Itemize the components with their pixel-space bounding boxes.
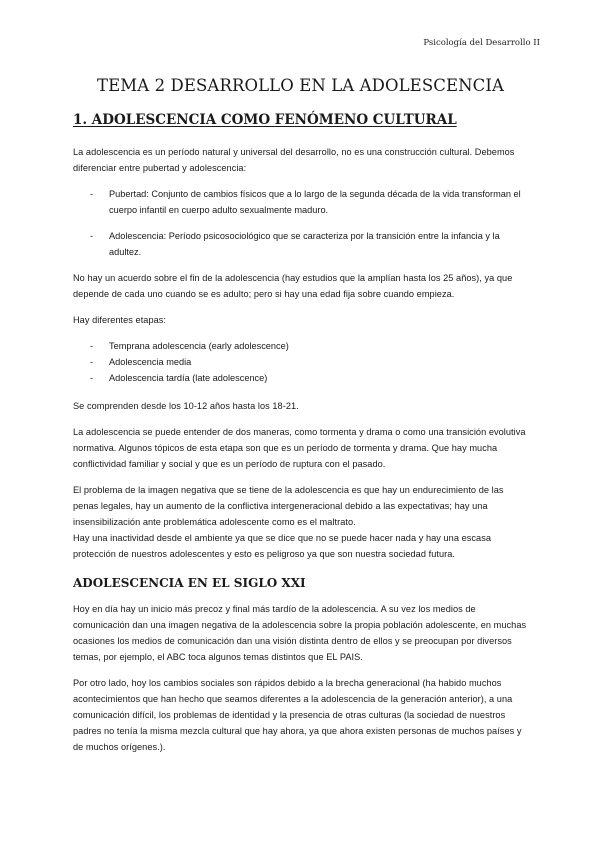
paragraph-edades: Se comprenden desde los 10-12 años hasta los 18-21. (73, 401, 299, 411)
list-item: - Pubertad: Conjunto de cambios físicos que a lo largo de la segunda década de la vida transforman el cuerpo infantil en cuerpo adulto sexualmente maduro. (73, 186, 528, 218)
intro-paragraph: La adolescencia es un período natural y universal del desarrollo, no es una construcción cultural. Debemos diferenciar entre pubertad y adolescencia: (73, 147, 515, 173)
paragraph-hoy: Hoy en día hay un inicio más precoz y final más tardío de la adolescencia. A su vez los medios de comunicación dan una imagen negativa de la adolescencia sobre la propia población adolescente, en muchas ocasiones los medios de comunicación dan una visión distinta dentro de ellos y se preocupan por diversos temas, por ejemplo, el ABC toca algunos temas distintos que EL PAIS. (73, 604, 527, 662)
section1-heading: 1. ADOLESCENCIA COMO FENÓMENO CULTURAL (73, 112, 457, 128)
paragraph-tormenta: La adolescencia se puede entender de dos maneras, como tormenta y drama o como una transición evolutiva normativa. Algunos tópicos de esta etapa son que es un período de tormenta y drama. Que hay mucha conflictividad familiar y social y que es un período de ruptura con el pasado. (73, 427, 526, 469)
section2-heading: ADOLESCENCIA EN EL SIGLO XXI (73, 576, 306, 590)
list-item: - Temprana adolescencia (early adolescence) (73, 338, 528, 354)
stages-list (73, 338, 528, 386)
list-item: - Adolescencia tardía (late adolescence) (73, 370, 528, 386)
paragraph-otro-lado: Por otro lado, hoy los cambios sociales son rápidos debido a la brecha generacional (ha habido muchos acontecimientos que han hecho que seamos diferentes a la adolescencia de la generación anterior), a una comunicación difícil, los problemas de identidad y la presencia de otras culturas (la sociedad de nuestros padres no tenía la misma mezcla cultural que hay ahora, ya que ahora existen personas de muchos países y de muchos orígenes.). (73, 678, 522, 752)
document-content (73, 76, 528, 765)
definitions-list (73, 186, 528, 260)
header-course: Psicología del Desarrollo II (423, 38, 540, 48)
page-title: TEMA 2 DESARROLLO EN LA ADOLESCENCIA (97, 76, 504, 95)
list-item: - Adolescencia media (73, 354, 528, 370)
paragraph-etapas: Hay diferentes etapas: (73, 315, 167, 325)
list-item: - Adolescencia: Período psicosociológico que se caracteriza por la transición entre la infancia y la adultez. (73, 228, 528, 260)
paragraph-imagen: El problema de la imagen negativa que se tiene de la adolescencia es que hay un endurecimiento de las penas legales, hay un aumento de la conflictiva intergeneracional debido a las expectativas; hay una insensibilización ante problemática adolescente como es el maltrato. (73, 485, 504, 527)
paragraph-no-acuerdo: No hay un acuerdo sobre el fin de la adolescencia (hay estudios que la amplían hasta los 25 años), ya que depende de cada uno cuando se es adulto; pero si hay una edad fija sobre cuando empieza. (73, 273, 513, 299)
paragraph-inactividad: Hay una inactividad desde el ambiente ya que se dice que no se puede hacer nada y hay una escasa protección de nuestros adolescentes y esto es peligroso ya que son nuestra sociedad futura. (73, 533, 492, 559)
